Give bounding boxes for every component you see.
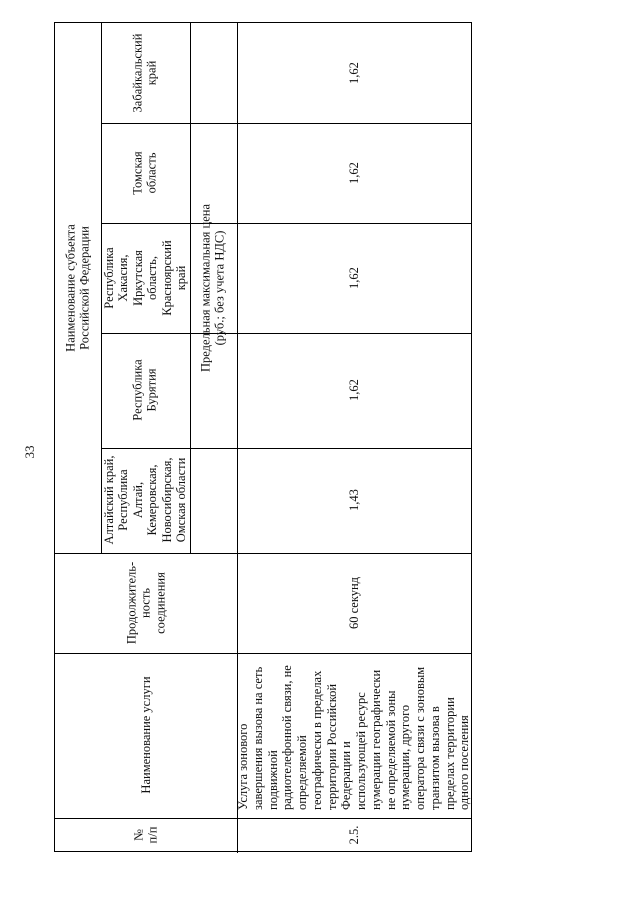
row-price-2: 1,62 [346, 379, 361, 401]
row-duration: 60 секунд [346, 576, 361, 630]
rule-service-duration [55, 653, 471, 654]
header-region-5: Забайкальский край [130, 33, 159, 113]
tariff-table [54, 22, 472, 852]
row-price-1: 1,43 [346, 489, 361, 511]
header-duration: Продолжитель- ность соединения [124, 561, 168, 645]
row-index: 2.5. [346, 825, 361, 845]
rule-region-1 [101, 448, 471, 449]
header-price-caption: Предельная максимальная цена (руб.; без учета НДС) [198, 204, 227, 372]
rule-region-4 [101, 123, 471, 124]
rule-region-3 [101, 223, 471, 224]
header-region-2: Республика Бурятия [130, 359, 159, 421]
header-region-3: Республика Хакасия, Иркутская область, Красноярский край [101, 240, 188, 316]
header-service-name: Наименование услуги [138, 676, 153, 794]
rule-duration-prices [55, 553, 471, 554]
row-price-3: 1,62 [346, 267, 361, 289]
header-index: № п/п [131, 826, 160, 844]
header-region-4: Томская область [130, 151, 159, 195]
row-price-4: 1,62 [346, 162, 361, 184]
page-number: 33 [22, 445, 37, 459]
header-subject: Наименование субъекта Российской Федерации [63, 224, 92, 352]
rule-index-service [55, 818, 471, 819]
rule-regions-caption [190, 23, 191, 553]
header-region-1: Алтайский край, Республика Алтай, Кемеровская, Новосибирская, Омская области [101, 455, 188, 545]
rule-region-2 [101, 333, 471, 334]
row-service-name: Услуга зонового завершения вызова на сеть подвижной радиотелефонной связи, не определяемой географически в пределах территории Российской Федерации и использующей ресурс нумерации географически не определяемой зоны нумерации, другого оператора связи с зоновым транзитом вызова в пределах территории одного поселения [236, 665, 472, 810]
row-price-5: 1,62 [346, 62, 361, 84]
